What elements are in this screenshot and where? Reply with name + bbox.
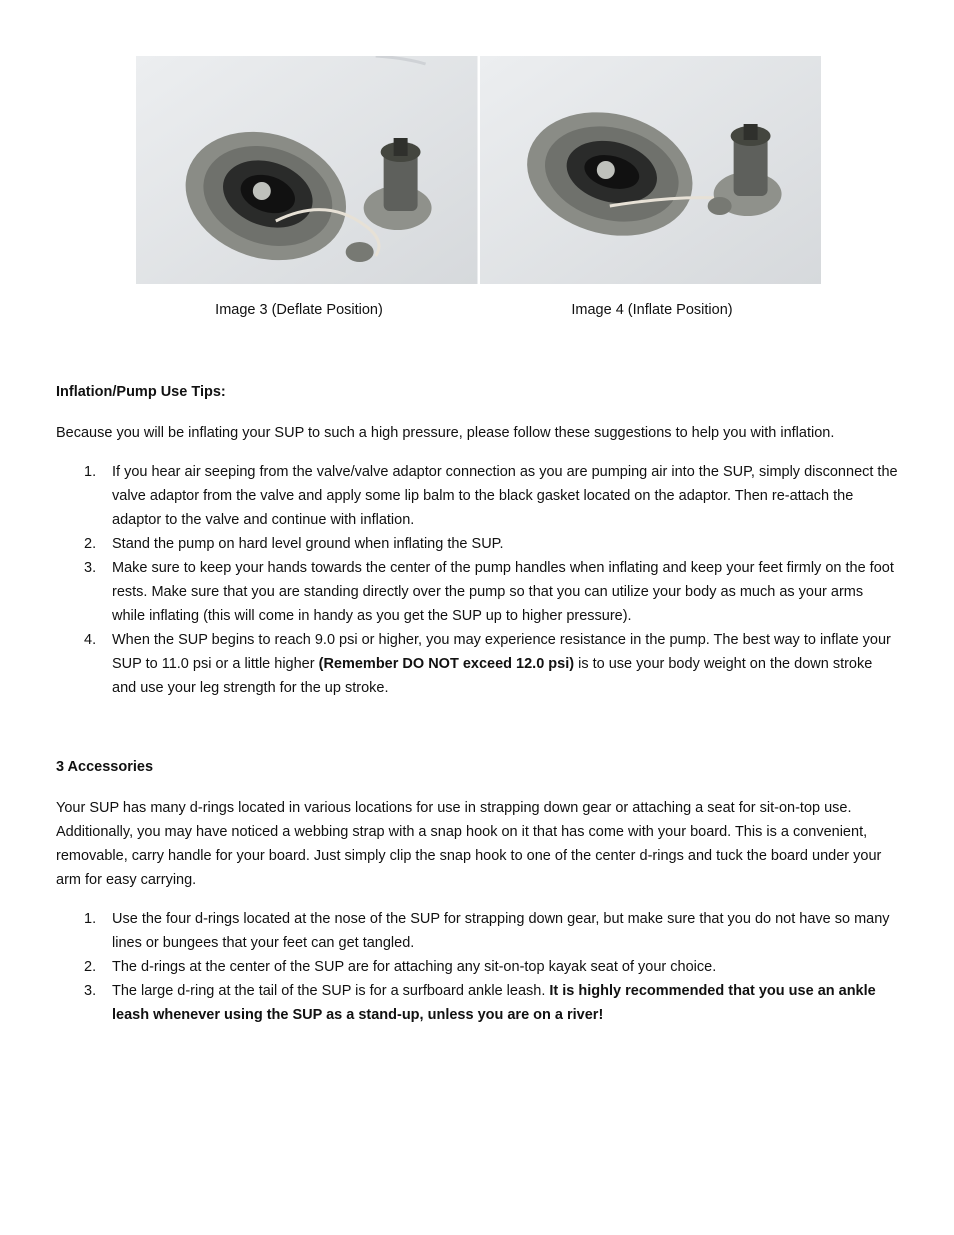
- inflation-heading: Inflation/Pump Use Tips:: [56, 384, 226, 400]
- list-item: [56, 907, 900, 955]
- list-text: The large d-ring at the tail of the SUP is for a surfboard ankle leash.: [112, 983, 550, 999]
- list-number: 1.: [84, 911, 97, 927]
- list-item: [56, 556, 900, 628]
- list-number: 2.: [84, 959, 97, 975]
- list-text: The d-rings at the center of the SUP are for attaching any sit-on-top kayak seat of your choice.: [112, 959, 717, 975]
- leash-warning: It is highly recommended that you use an ankle leash whenever using the SUP as a stand-up, unless you are on a river!: [112, 983, 876, 1023]
- list-number: 3.: [84, 560, 97, 576]
- list-item: [56, 955, 900, 979]
- pressure-warning: (Remember DO NOT exceed 12.0 psi): [318, 656, 575, 672]
- list-item: [56, 460, 900, 532]
- list-item: [56, 979, 900, 1027]
- list-number: 3.: [84, 983, 97, 999]
- valve-photos: [136, 56, 821, 284]
- list-text: When the SUP begins to reach 9.0 psi or higher, you may experience resistance in the pump. The best way to inflate your SUP to 11.0 psi or a little higher: [112, 632, 891, 672]
- list-text: If you hear air seeping from the valve/valve adaptor connection as you are pumping air into the SUP, simply disconnect the valve adaptor from the valve and apply some lip balm to the black gasket located on the adaptor. Then re-attach the adaptor to the valve and continue with inflation.: [112, 464, 898, 528]
- accessories-section: [56, 757, 900, 1027]
- list-item: [56, 628, 900, 700]
- image-3-caption: Image 3 (Deflate Position): [215, 302, 383, 318]
- list-item: [56, 532, 900, 556]
- inflation-intro: Because you will be inflating your SUP to such a high pressure, please follow these suggestions to help you with inflation.: [56, 425, 835, 441]
- image-4-caption: Image 4 (Inflate Position): [571, 302, 733, 318]
- list-text: Make sure to keep your hands towards the center of the pump handles when inflating and keep your feet firmly on the foot rests. Make sure that you are standing directly over the pump so that you can utilize your body as much as your arms while inflating (this will come in handy as you get the SUP up to higher pressure).: [112, 560, 894, 624]
- valve-deflate-photo: [136, 56, 478, 284]
- list-number: 4.: [84, 632, 97, 648]
- list-number: 1.: [84, 464, 97, 480]
- valve-inflate-photo: [480, 56, 822, 284]
- accessories-heading: 3 Accessories: [56, 759, 154, 775]
- accessories-list: [56, 907, 900, 1027]
- accessories-intro: Your SUP has many d-rings located in various locations for use in strapping down gear or attaching a seat for sit-on-top use. Additionally, you may have noticed a webbing strap with a snap hook on it that has come with your board. This is a convenient, removable, carry handle for your board. Just simply clip the snap hook to one of the center d-rings and tuck the board under your arm for easy carrying.: [56, 800, 882, 888]
- list-text: Stand the pump on hard level ground when inflating the SUP.: [112, 536, 504, 552]
- inflation-section: [56, 382, 900, 700]
- list-number: 2.: [84, 536, 97, 552]
- list-text: is to use your body weight on the down stroke and use your leg strength for the up stroke.: [112, 656, 873, 696]
- inflation-tips-list: [56, 460, 900, 700]
- list-text: Use the four d-rings located at the nose of the SUP for strapping down gear, but make sure that you do not have so many lines or bungees that your feet can get tangled.: [112, 911, 890, 951]
